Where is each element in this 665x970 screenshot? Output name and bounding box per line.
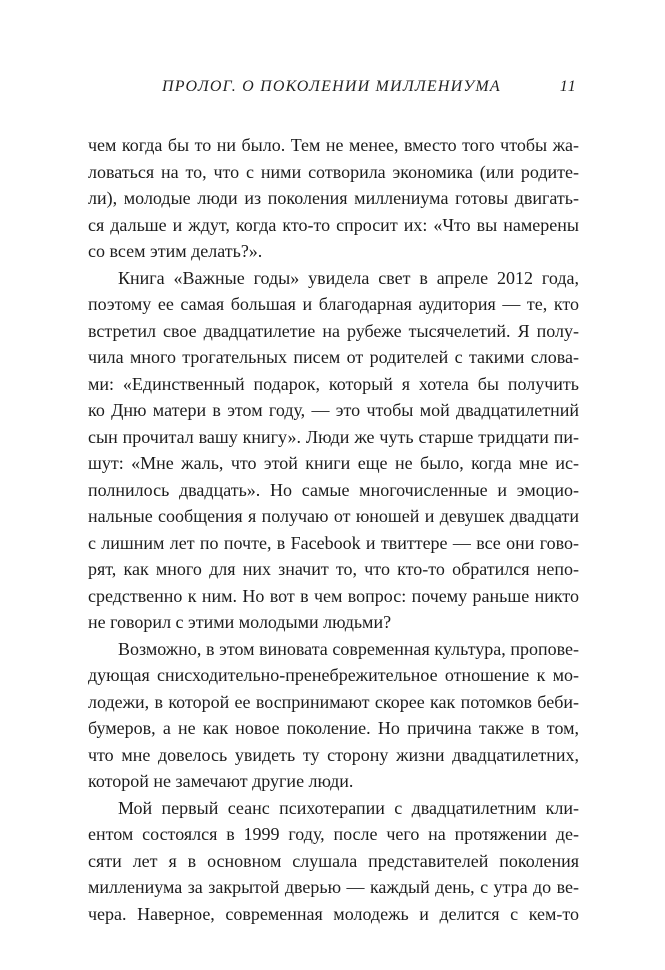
text-line: бумеров, а не как новое поколение. Но причина также в том, bbox=[88, 718, 579, 738]
text-line: ся дальше и ждут, когда кто-то спросит их: «Что вы намерены bbox=[88, 214, 579, 235]
text-line: шут: «Мне жаль, что этой книги еще не было, когда мне ис- bbox=[88, 453, 579, 473]
text-line: чем когда бы то ни было. Тем не менее, вместо того чтобы жа- bbox=[88, 135, 579, 155]
text-line: нальные сообщения я получаю от юношей и девушек двадцати bbox=[88, 506, 579, 526]
text-line: что мне довелось увидеть ту сторону жизни двадцатилетних, bbox=[88, 744, 579, 765]
paragraph bbox=[88, 265, 579, 636]
text-line: рят, как много для них значит то, что кто-то обратился непо- bbox=[88, 559, 579, 579]
text-line: встретил свое двадцатилетие на рубеже тысячелетий. Я полу- bbox=[88, 320, 579, 341]
text-line: Книга «Важные годы» увидела свет в апреле 2012 года, bbox=[118, 267, 579, 288]
text-line: поэтому ее самая большая и благодарная аудитория — те, кто bbox=[88, 294, 579, 314]
text-line: ентом состоялся в 1999 году, после чего на протяжении де- bbox=[88, 824, 579, 844]
text-line: которой не замечают другие люди. bbox=[88, 771, 354, 791]
text-line: полнилось двадцать». Но самые многочисленные и эмоцио- bbox=[88, 479, 579, 500]
text-line: не говорил с этими молодыми людьми? bbox=[88, 612, 392, 632]
text-line: сын прочитал вашу книгу». Люди же чуть старше тридцати пи- bbox=[88, 426, 579, 447]
text-line: миллениума за закрытой дверью — каждый день, с утра до ве- bbox=[88, 877, 579, 897]
text-line: дующая снисходительно-пренебрежительное отношение к мо- bbox=[88, 665, 579, 685]
chapter-title: ПРОЛОГ. О ПОКОЛЕНИИ МИЛЛЕНИУМА bbox=[162, 78, 501, 95]
text-line: чера. Наверное, современная молодежь и делится с кем-то bbox=[88, 903, 579, 924]
text-line: ко Дню матери в этом году, — это чтобы мой двадцатилетний bbox=[88, 400, 579, 420]
text-line: ли), молодые люди из поколения миллениума готовы двигать- bbox=[88, 188, 579, 208]
text-line: Возможно, в этом виновата современная культура, пропове- bbox=[118, 638, 579, 659]
text-line: средственно к ним. Но вот в чем вопрос: почему раньше никто bbox=[88, 585, 579, 606]
paragraph bbox=[88, 795, 579, 928]
text-line: лодежи, в которой ее воспринимают скорее как потомков беби- bbox=[88, 691, 579, 712]
page-number: 11 bbox=[559, 78, 577, 95]
body-text bbox=[88, 132, 579, 927]
text-line: чила много трогательных писем от родителей с такими слова- bbox=[88, 347, 579, 367]
paragraph bbox=[88, 132, 579, 265]
text-line: Мой первый сеанс психотерапии с двадцатилетним кли- bbox=[118, 797, 579, 818]
text-line: с лишним лет по почте, в Facebook и твиттере — все они гово- bbox=[88, 532, 579, 553]
paragraph bbox=[88, 636, 579, 795]
text-line: ми: «Единственный подарок, который я хотела бы получить bbox=[88, 373, 579, 394]
running-header bbox=[0, 78, 665, 102]
text-line: ловаться на то, что с ними сотворила экономика (или родите- bbox=[88, 161, 579, 182]
text-line: сяти лет я в основном слушала представителей поколения bbox=[88, 850, 579, 871]
text-line: со всем этим делать?». bbox=[88, 241, 263, 261]
